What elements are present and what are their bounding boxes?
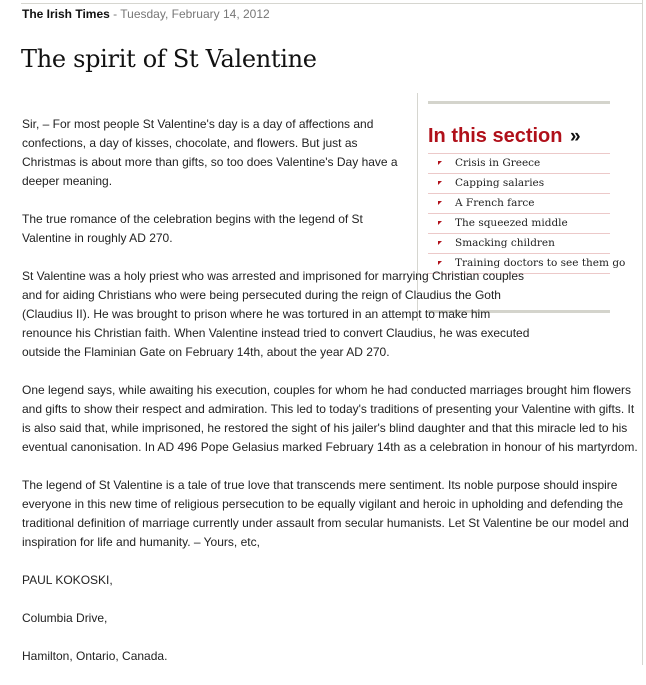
- article-paragraph-wrapping: [22, 267, 532, 362]
- sidebar-link-label[interactable]: The squeezed middle: [455, 217, 568, 229]
- signature-street: Columbia Drive,: [22, 611, 108, 625]
- article-body: [22, 115, 642, 685]
- sidebar-link-label[interactable]: A French farce: [455, 197, 535, 209]
- sidebar-link-label[interactable]: Smacking children: [455, 237, 555, 249]
- publication-date: Tuesday, February 14, 2012: [120, 7, 270, 21]
- top-divider: [21, 3, 642, 4]
- sidebar-link-label[interactable]: Crisis in Greece: [455, 157, 541, 169]
- article-paragraph: The legend of St Valentine is a tale of true love that transcends mere sentiment. Its noble purpose should inspire everyone in this new time of religious persecution to be equally vigilant and heroic in upholding and defending the traditional definition of marriage currently under assault from secular humanists. Let St Valentine be our model and inspiration for life and humanity. – Yours, etc,: [22, 478, 629, 549]
- article-title: The spirit of St Valentine: [21, 45, 317, 73]
- article-paragraph: The true romance of the celebration begins with the legend of St Valentine in roughly AD 270.: [22, 212, 363, 245]
- sidebar-link-label[interactable]: Capping salaries: [455, 177, 545, 189]
- article-paragraph: One legend says, while awaiting his execution, couples for whom he had conducted marriages brought him flowers and gifts to show their respect and admiration. This led to today's traditions of presenting your Valentine with gifts. It is also said that, while imprisoned, he restored the sight of his jailer's blind daughter and that this miracle led to his eventual canonisation. In AD 496 Pope Gelasius marked February 14th as a celebration in honour of his martyrdom.: [22, 383, 638, 454]
- sidebar-top-bar: [428, 101, 610, 104]
- masthead-separator: -: [109, 7, 121, 21]
- article-paragraph: St Valentine was a holy priest who was arrested and imprisoned for marrying Christian couples and for aiding Christians who were being persecuted during the reign of Claudius the Goth (Claudius II). He was brought to prison where he was tortured in an attempt to make him renounce his Christian faith. When Valentine instead tried to convert Claudius, he was executed outside the Flaminian Gate on February 14th, about the year AD 270.: [22, 269, 530, 359]
- double-chevron-right-icon: »: [570, 126, 581, 147]
- sidebar-heading-label[interactable]: In this section: [428, 125, 563, 147]
- right-page-border: [642, 0, 643, 665]
- sidebar-link-label[interactable]: Training doctors to see them go: [455, 257, 626, 269]
- publication-name: The Irish Times: [22, 7, 110, 21]
- article-paragraph: Sir, – For most people St Valentine's day is a day of affections and confections, a day of kisses, chocolate, and flowers. But just as Christmas is about more than gifts, so too does Valentine's Day have a deeper meaning.: [22, 117, 398, 188]
- signature-name: PAUL KOKOSKI,: [22, 573, 113, 587]
- masthead: [22, 7, 270, 21]
- signature-city: Hamilton, Ontario, Canada.: [22, 649, 168, 663]
